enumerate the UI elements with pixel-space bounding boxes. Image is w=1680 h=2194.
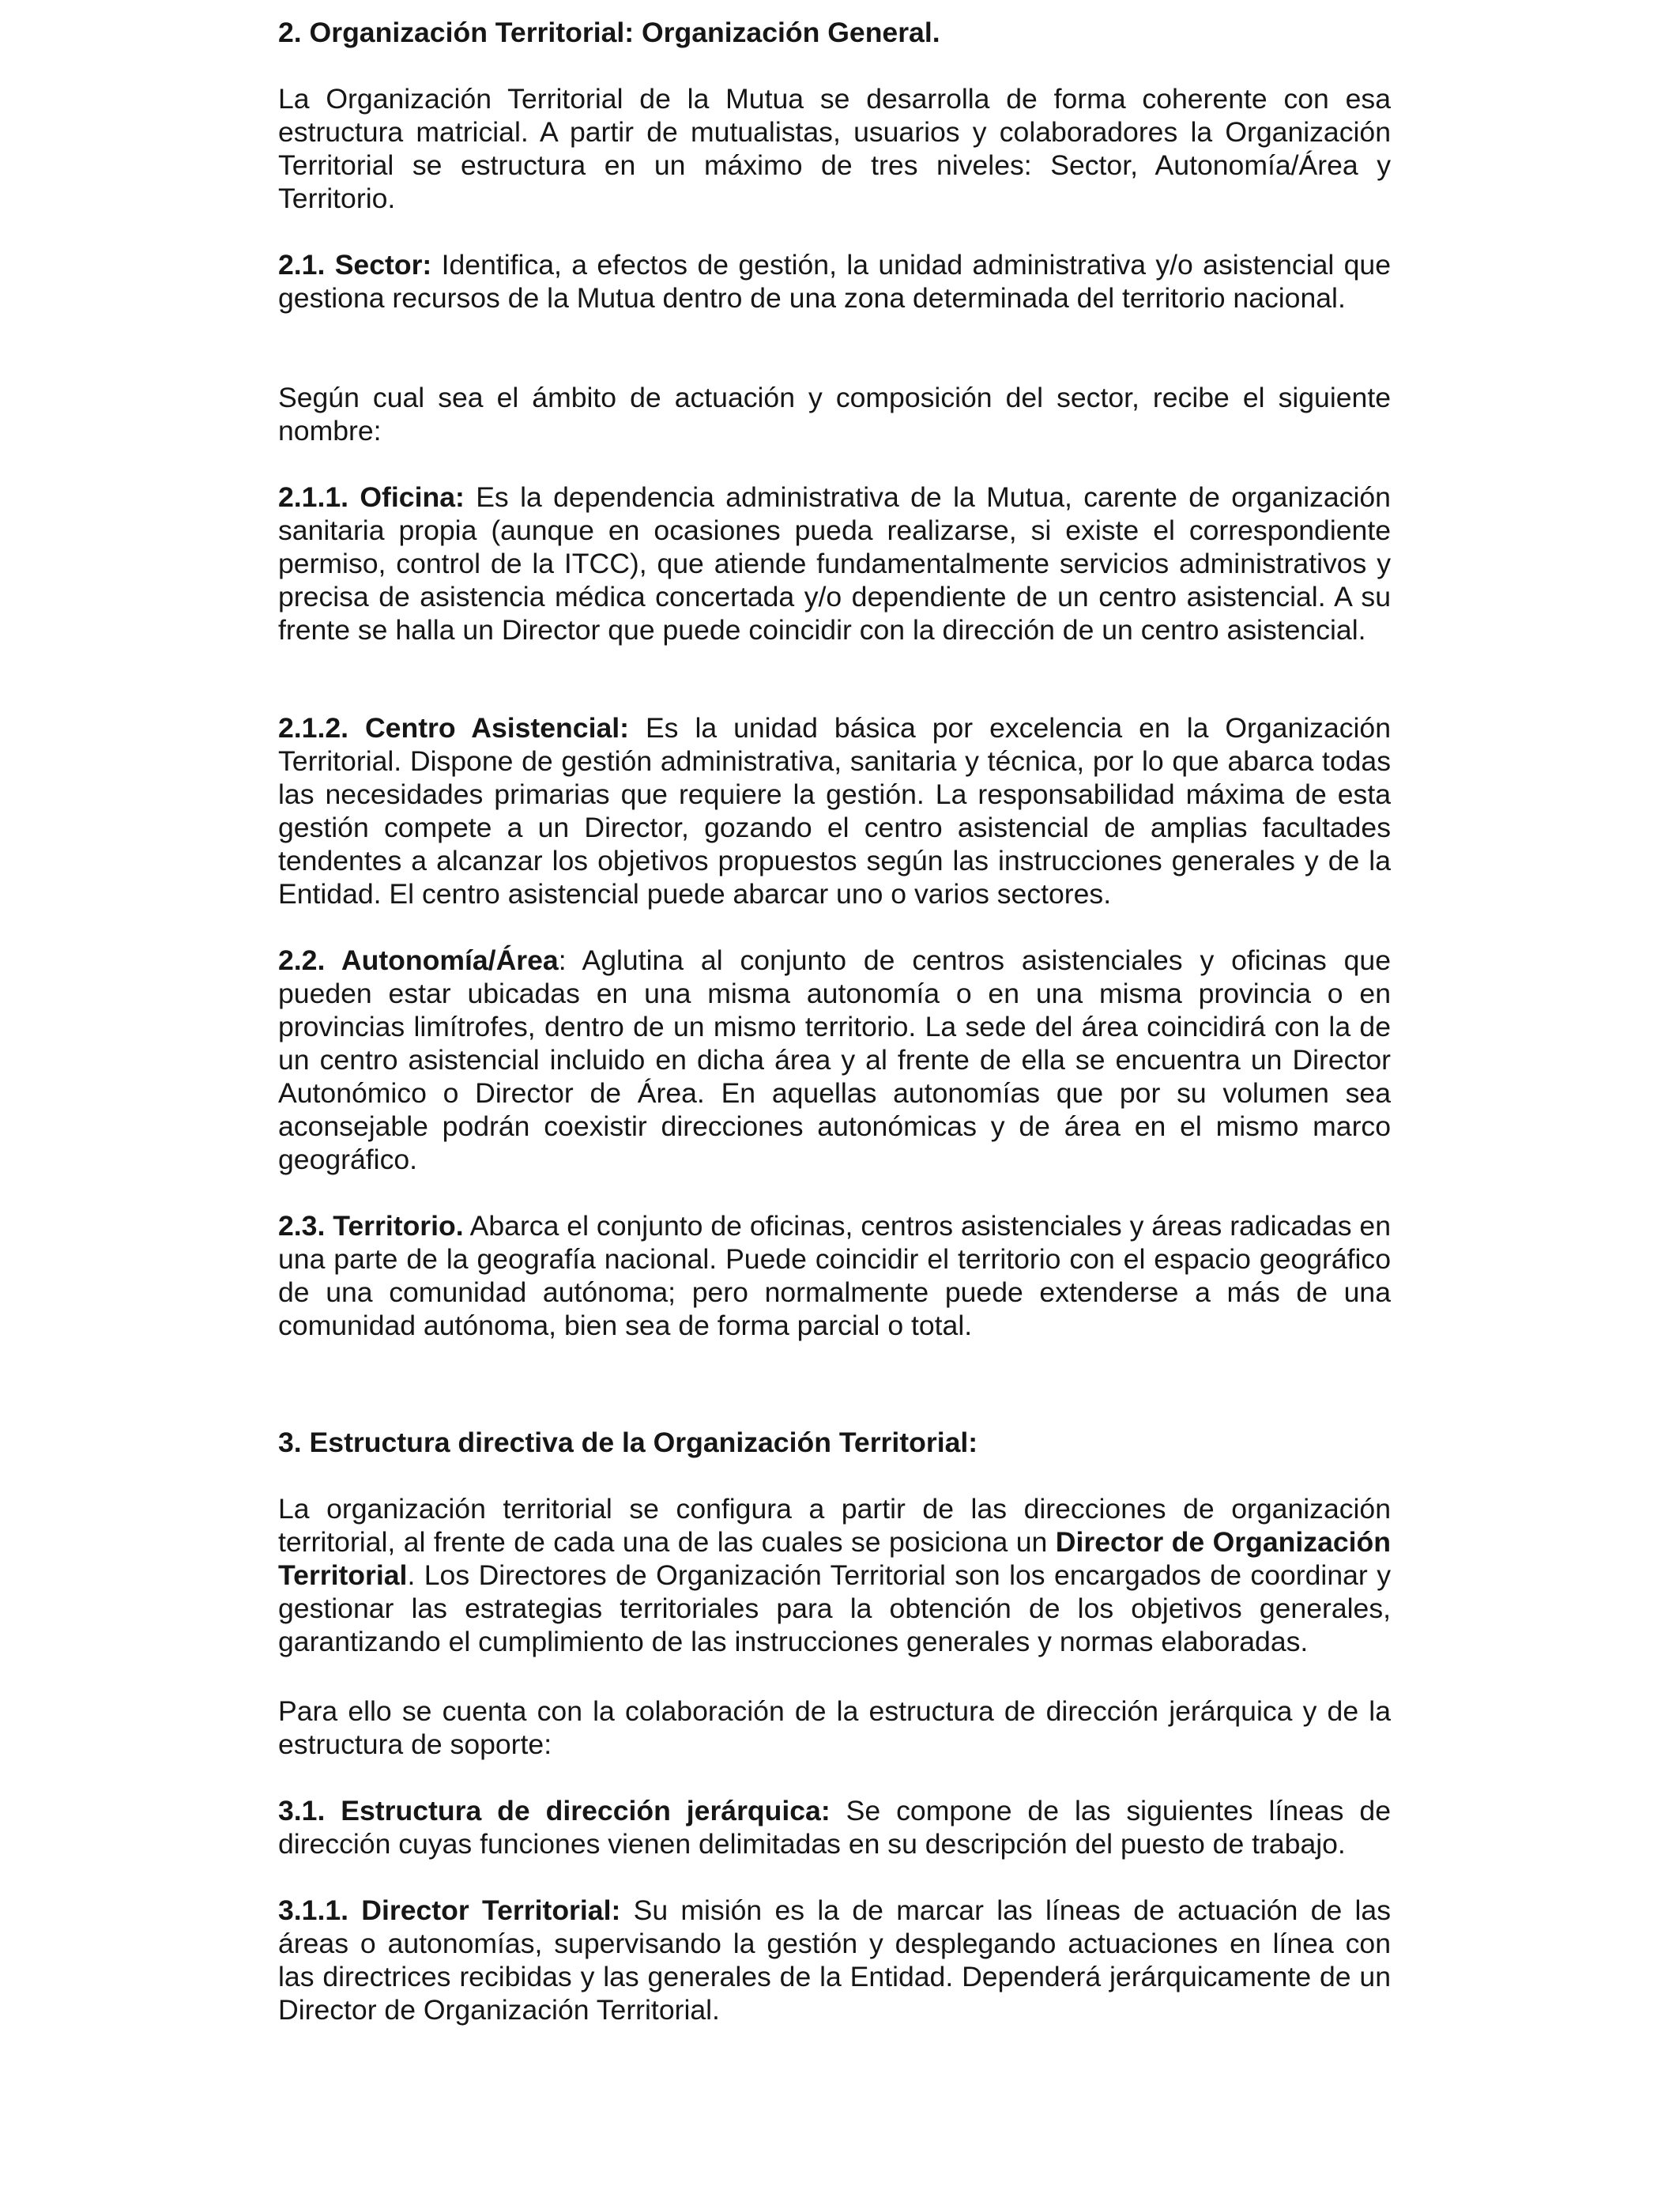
sector-names-intro: Según cual sea el ámbito de actuación y composición del sector, recibe el siguiente nombre: bbox=[278, 382, 1391, 447]
section-3-support: Para ello se cuenta con la colaboración de la estructura de dirección jerárquica y de la estructura de soporte: bbox=[278, 1695, 1391, 1760]
autonomia-area-paragraph bbox=[278, 944, 1391, 1176]
sector-text: Identifica, a efectos de gestión, la unidad administrativa y/o asistencial que gestiona recursos de la Mutua dentro de una zona determinada del territorio nacional. bbox=[278, 249, 1392, 314]
sector-paragraph bbox=[278, 248, 1391, 315]
oficina-paragraph bbox=[278, 481, 1391, 647]
section-3-intro bbox=[278, 1492, 1391, 1658]
section-2-intro: La Organización Territorial de la Mutua se desarrolla de forma coherente con esa estructura matricial. A partir de mutualistas, usuarios y colaboradores la Organización Territorial se estructura en un máximo de tres niveles: Sector, Autonomía/Área y Territorio. bbox=[278, 83, 1391, 214]
territorio-paragraph bbox=[278, 1209, 1391, 1342]
autonomia-area-label: 2.2. Autonomía/Área bbox=[278, 944, 559, 976]
director-territorial-paragraph bbox=[278, 1894, 1391, 2026]
oficina-text: Es la dependencia administrativa de la Mutua, carente de organización sanitaria propia (aunque en ocasiones pueda realizarse, si existe el correspondiente permiso, control de la ITCC), que atiende fundamentalmente servicios administrativos y precisa de asistencia médica concertada y/o dependiente de un centro asistencial. A su frente se halla un Director que puede coincidir con la dirección de un centro asistencial. bbox=[278, 481, 1391, 646]
territorio-text: Abarca el conjunto de oficinas, centros asistenciales y áreas radicadas en una parte de la geografía nacional. Puede coincidir el territorio con el espacio geográfico de una comunidad autónoma; pero normalmente puede extenderse a más de una comunidad autónoma, bien sea de forma parcial o total. bbox=[278, 1210, 1391, 1341]
section-3-intro-bold: Director de Organización Territorial bbox=[278, 1526, 1391, 1591]
director-territorial-text: Su misión es la de marcar las líneas de actuación de las áreas o autonomías, supervisando la gestión y desplegando actuaciones en línea con las directrices recibidas y las generales de la Entidad. Dependerá jerárquicamente de un Director de Organización Territorial. bbox=[278, 1894, 1392, 2026]
section-3-intro-before: La organización territorial se configura a partir de las direcciones de organización territorial, al frente de cada una de las cuales se posiciona un bbox=[278, 1493, 1391, 1558]
jerarquica-label: 3.1. Estructura de dirección jerárquica: bbox=[278, 1795, 831, 1826]
section-2-heading: 2. Organización Territorial: Organización General. bbox=[278, 17, 940, 48]
oficina-label: 2.1.1. Oficina: bbox=[278, 481, 465, 513]
director-territorial-label: 3.1.1. Director Territorial: bbox=[278, 1894, 621, 1926]
jerarquica-text: Se compone de las siguientes líneas de dirección cuyas funciones vienen delimitadas en su descripción del puesto de trabajo. bbox=[278, 1795, 1391, 1860]
section-3-heading: 3. Estructura directiva de la Organización Territorial: bbox=[278, 1427, 978, 1458]
territorio-label: 2.3. Territorio. bbox=[278, 1210, 464, 1242]
jerarquica-paragraph bbox=[278, 1794, 1391, 1860]
centro-asistencial-text: Es la unidad básica por excelencia en la Organización Territorial. Dispone de gestión administrativa, sanitaria y técnica, por lo que abarca todas las necesidades primarias que requiere la gestión. La responsabilidad máxima de esta gestión compete a un Director, gozando el centro asistencial de amplias facultades tendentes a alcanzar los objetivos propuestos según las instrucciones generales y de la Entidad. El centro asistencial puede abarcar uno o varios sectores. bbox=[278, 712, 1392, 910]
autonomia-area-text: : Aglutina al conjunto de centros asistenciales y oficinas que pueden estar ubicadas en una misma autonomía o en una misma provincia o en provincias limítrofes, dentro de un mismo territorio. La sede del área coincidirá con la de un centro asistencial incluido en dicha área y al frente de ella se encuentra un Director Autonómico o Director de Área. En aquellas autonomías que por su volumen sea aconsejable podrán coexistir direcciones autonómicas y de área en el mismo marco geográfico. bbox=[278, 944, 1392, 1175]
centro-asistencial-paragraph bbox=[278, 711, 1391, 910]
section-3-intro-after: . Los Directores de Organización Territorial son los encargados de coordinar y gestionar las estrategias territoriales para la obtención de los objetivos generales, garantizando el cumplimiento de las instrucciones generales y normas elaboradas. bbox=[278, 1559, 1391, 1657]
centro-asistencial-label: 2.1.2. Centro Asistencial: bbox=[278, 712, 629, 744]
sector-label: 2.1. Sector: bbox=[278, 249, 432, 281]
